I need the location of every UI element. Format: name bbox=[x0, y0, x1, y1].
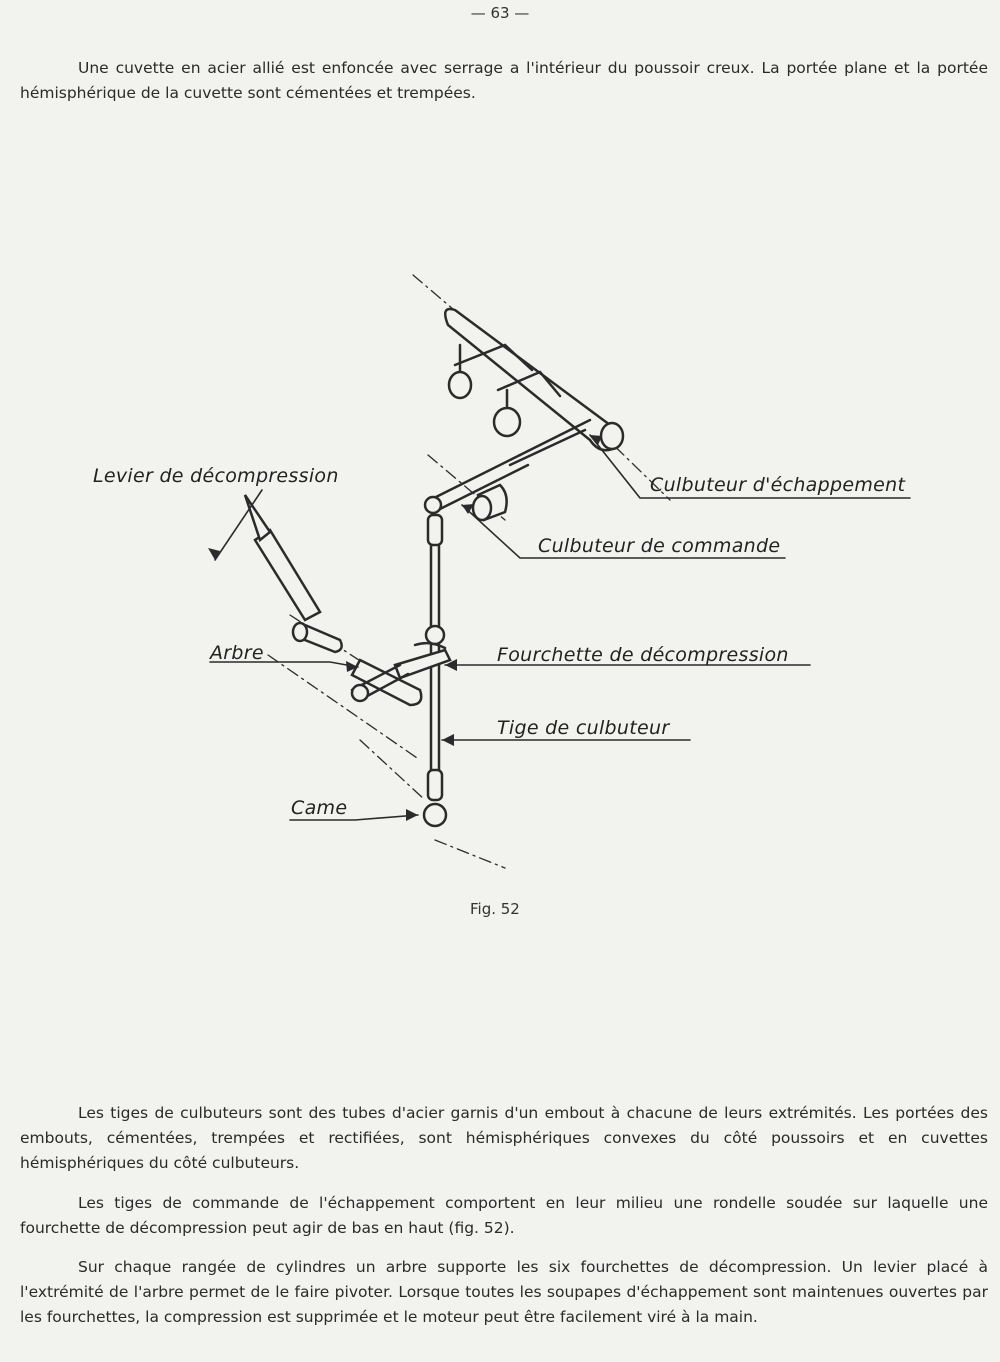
leader-arrowheads bbox=[208, 435, 602, 821]
label-culbuteur-echappement: Culbuteur d'échappement bbox=[650, 474, 906, 496]
rocker-shaft bbox=[445, 309, 623, 450]
paragraph-tiges: Les tiges de culbuteurs sont des tubes d'acier garnis d'un embout à chacune de leurs extrémités. Les portées des embouts, cémentées, trempées et rectifiées, sont hémisphériques convexes du côté poussoirs et en cuvettes hémisphériques du côté culbuteurs. bbox=[20, 1104, 988, 1172]
paragraph-commande: Les tiges de commande de l'échappement comportent en leur milieu une rondelle soudée sur laquelle une fourchette de décompression peut agir de bas en haut (fig. 52). bbox=[20, 1194, 988, 1237]
paragraph-arbre: Sur chaque rangée de cylindres un arbre supporte les six fourchettes de décompression. Un levier placé à l'extrémité de l'arbre permet de le faire pivoter. Lorsque toutes les soupapes d'échappement sont maintenues ouvertes par les fourchettes, la compression est supprimée et le moteur peut être facilement viré à la main. bbox=[20, 1258, 988, 1326]
label-culbuteur-commande: Culbuteur de commande bbox=[538, 535, 781, 557]
axis-lines bbox=[268, 275, 670, 868]
decompression-fork bbox=[395, 643, 450, 678]
figure-caption: Fig. 52 bbox=[470, 900, 520, 918]
label-fourchette-decompression: Fourchette de décompression bbox=[497, 644, 789, 666]
label-arbre: Arbre bbox=[210, 642, 264, 664]
paragraph-cuvette: Une cuvette en acier allié est enfoncée avec serrage a l'intérieur du poussoir creux. La portée plane et la portée hémisphérique de la cuvette sont cémentées et trempées. bbox=[20, 59, 988, 102]
decompression-lever bbox=[245, 495, 342, 652]
label-levier-decompression: Levier de décompression bbox=[93, 465, 339, 487]
label-tige-culbuteur: Tige de culbuteur bbox=[497, 717, 670, 739]
label-came: Came bbox=[291, 797, 348, 819]
page-number: — 63 — bbox=[470, 4, 530, 22]
push-rod bbox=[424, 515, 446, 826]
